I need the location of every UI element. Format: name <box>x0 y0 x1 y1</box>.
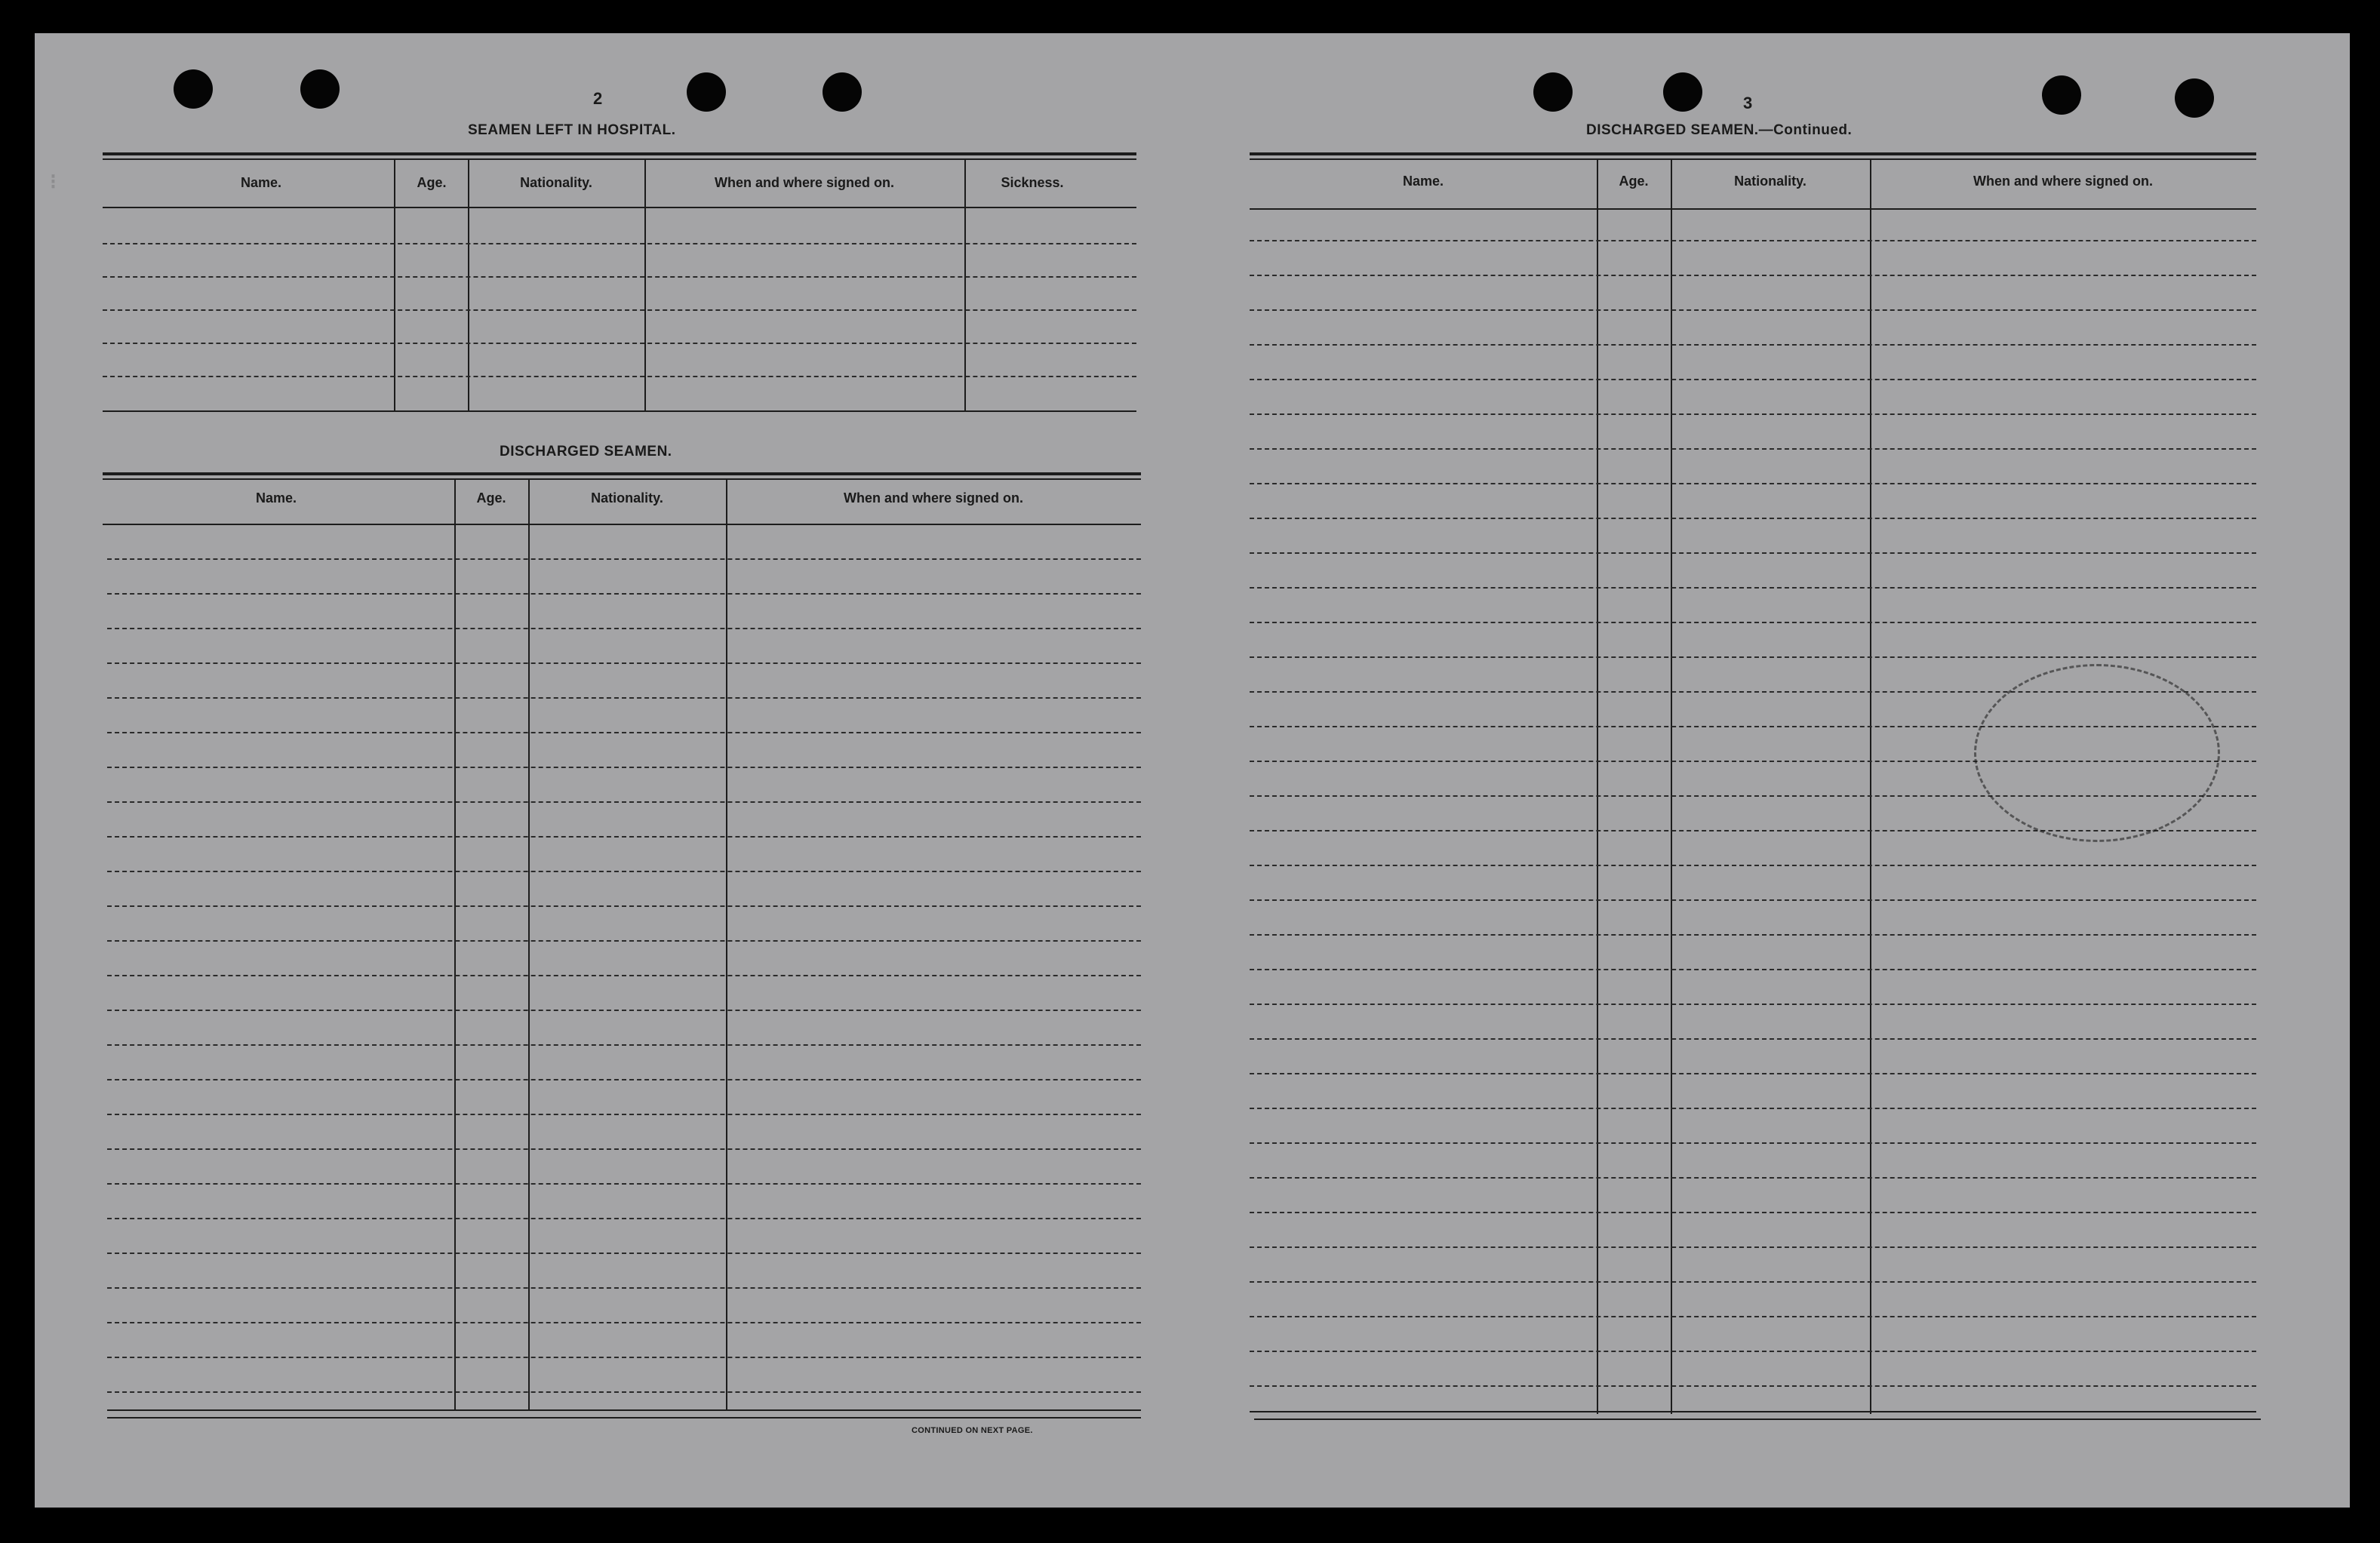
entry-line <box>107 940 1141 942</box>
right-page-number: 3 <box>1743 94 1753 112</box>
entry-line <box>1250 483 2256 484</box>
entry-line <box>107 662 1141 664</box>
discharged-continued-title: DISCHARGED SEAMEN.—Continued. <box>1586 122 1853 138</box>
discharged-col-when-where: When and where signed on. <box>843 490 1024 506</box>
punch-hole <box>1663 72 1702 112</box>
hospital-top-rule <box>103 152 1136 155</box>
hospital-section-title: SEAMEN LEFT IN HOSPITAL. <box>468 122 676 138</box>
entry-line <box>1250 1004 2256 1005</box>
hospital-col-when-where: When and where signed on. <box>714 175 895 190</box>
entry-line <box>1250 1073 2256 1074</box>
hospital-col-nationality: Nationality. <box>520 175 592 190</box>
entry-line <box>1250 379 2256 380</box>
entry-line <box>1250 1351 2256 1352</box>
punch-hole <box>174 69 213 109</box>
hospital-bottom-rule <box>103 410 1136 412</box>
entry-line <box>1250 899 2256 901</box>
entry-line <box>1250 309 2256 311</box>
continued-note: CONTINUED ON NEXT PAGE. <box>912 1426 1033 1435</box>
hospital-entry-line <box>103 276 1136 278</box>
entry-line <box>1250 934 2256 936</box>
discharged-col-nationality: Nationality. <box>591 490 663 506</box>
circular-stamp <box>1974 664 2220 842</box>
entry-line <box>107 975 1141 976</box>
entry-line <box>107 871 1141 872</box>
right-col-age: Age. <box>1619 174 1649 189</box>
hospital-col-sickness: Sickness. <box>1001 175 1064 190</box>
entry-line <box>107 1148 1141 1150</box>
hospital-col-divider <box>644 158 646 410</box>
entry-line <box>1250 552 2256 554</box>
punch-hole <box>2042 75 2081 115</box>
right-top-rule-2 <box>1250 158 2256 160</box>
punch-hole <box>687 72 726 112</box>
entry-line <box>1250 413 2256 415</box>
hospital-top-rule-2 <box>103 158 1136 160</box>
entry-line <box>107 732 1141 733</box>
entry-line <box>107 558 1141 560</box>
entry-line <box>1250 518 2256 519</box>
punch-hole <box>1533 72 1573 112</box>
discharged-col-name: Name. <box>255 490 297 506</box>
entry-line <box>1250 1281 2256 1283</box>
right-col-divider <box>1671 158 1672 1414</box>
right-top-rule <box>1250 152 2256 155</box>
discharged-bottom-rule <box>107 1409 1141 1411</box>
right-bottom-rule-2 <box>1254 1419 2261 1420</box>
entry-line <box>107 1183 1141 1185</box>
document-sheet <box>35 33 2350 1508</box>
entry-line <box>1250 1142 2256 1144</box>
right-col-divider <box>1870 158 1871 1414</box>
entry-line <box>107 697 1141 699</box>
entry-line <box>107 1253 1141 1254</box>
entry-line <box>107 1218 1141 1219</box>
right-header-rule <box>1250 208 2256 210</box>
hospital-entry-line <box>103 243 1136 244</box>
entry-line <box>1250 969 2256 970</box>
entry-line <box>107 1079 1141 1080</box>
right-bottom-rule <box>1250 1411 2256 1412</box>
punch-hole <box>823 72 862 112</box>
hospital-entry-line <box>103 343 1136 344</box>
right-col-when-where: When and where signed on. <box>1973 174 2154 189</box>
entry-line <box>1250 1316 2256 1317</box>
entry-line <box>107 1357 1141 1358</box>
entry-line <box>1250 1385 2256 1387</box>
discharged-section-title: DISCHARGED SEAMEN. <box>500 444 672 460</box>
right-col-divider <box>1597 158 1598 1414</box>
discharged-col-age: Age. <box>476 490 506 506</box>
discharged-top-rule <box>103 472 1141 475</box>
entry-line <box>1250 1246 2256 1248</box>
entry-line <box>1250 275 2256 276</box>
punch-hole <box>2175 78 2214 118</box>
entry-line <box>107 801 1141 803</box>
bleed-through-mark: ⁝ <box>50 171 61 194</box>
entry-line <box>107 1287 1141 1289</box>
entry-line <box>107 836 1141 838</box>
entry-line <box>1250 448 2256 450</box>
entry-line <box>107 1010 1141 1011</box>
entry-line <box>1250 622 2256 623</box>
right-col-name: Name. <box>1402 174 1444 189</box>
hospital-header-rule <box>103 207 1136 208</box>
entry-line <box>1250 1212 2256 1213</box>
discharged-col-divider <box>726 478 727 1411</box>
hospital-col-age: Age. <box>417 175 447 190</box>
hospital-col-divider <box>964 158 966 410</box>
discharged-header-rule <box>103 524 1141 525</box>
entry-line <box>107 905 1141 907</box>
discharged-top-rule-2 <box>103 478 1141 480</box>
entry-line <box>107 767 1141 768</box>
entry-line <box>107 1322 1141 1323</box>
entry-line <box>1250 344 2256 346</box>
entry-line <box>1250 865 2256 866</box>
right-col-nationality: Nationality. <box>1734 174 1807 189</box>
entry-line <box>1250 1108 2256 1109</box>
entry-line <box>107 628 1141 629</box>
entry-line <box>107 593 1141 595</box>
discharged-col-divider <box>454 478 456 1411</box>
hospital-col-divider <box>394 158 395 410</box>
discharged-bottom-rule-2 <box>107 1417 1141 1419</box>
entry-line <box>1250 656 2256 658</box>
hospital-col-divider <box>468 158 469 410</box>
discharged-col-divider <box>528 478 530 1411</box>
hospital-col-name: Name. <box>240 175 282 190</box>
punch-hole <box>300 69 340 109</box>
entry-line <box>1250 1038 2256 1040</box>
entry-line <box>107 1114 1141 1115</box>
hospital-entry-line <box>103 376 1136 377</box>
entry-line <box>1250 240 2256 241</box>
entry-line <box>107 1391 1141 1393</box>
left-page-number: 2 <box>593 89 603 108</box>
entry-line <box>1250 587 2256 589</box>
entry-line <box>1250 1177 2256 1179</box>
entry-line <box>107 1044 1141 1046</box>
hospital-entry-line <box>103 309 1136 311</box>
